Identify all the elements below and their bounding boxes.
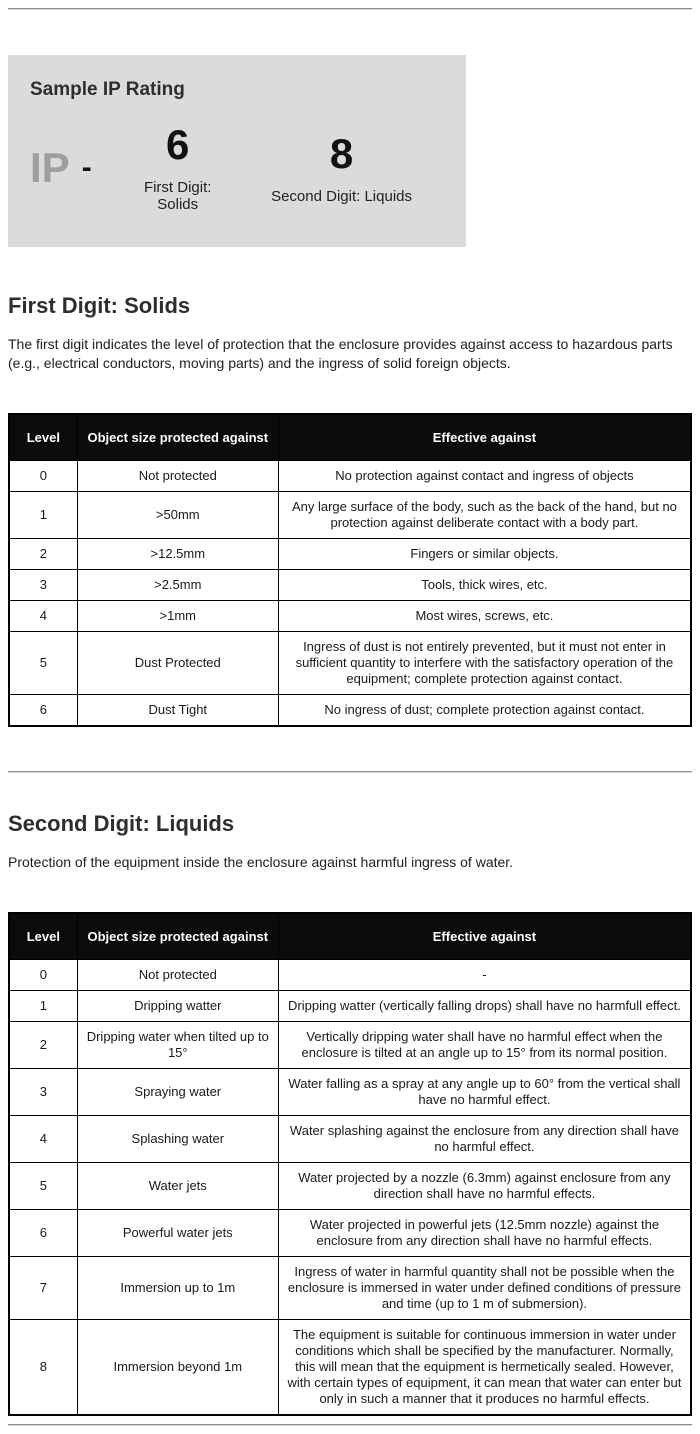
object-size-cell: Dripping water when tilted up to 15° [77,1022,278,1069]
first-digit-label: First Digit: Solids [143,179,212,214]
object-size-cell: Dripping watter [77,991,278,1022]
object-size-cell: Spraying water [77,1069,278,1116]
ip-prefix-text: IP [30,144,70,192]
table-row [9,570,691,601]
level-cell: 4 [9,601,77,632]
header-effective-against: Effective against [278,913,691,960]
header-level: Level [9,414,77,461]
object-size-cell: Powerful water jets [77,1210,278,1257]
object-size-cell: Not protected [77,461,278,492]
liquids-section [8,811,692,1416]
table-row [9,1257,691,1320]
header-effective-against: Effective against [278,414,691,461]
table-row [9,1069,691,1116]
object-size-cell: Immersion beyond 1m [77,1320,278,1416]
level-cell: 2 [9,1022,77,1069]
header-object-size: Object size protected against [77,913,278,960]
top-divider [8,8,692,10]
solids-table-body [9,461,691,727]
effective-against-cell: Water splashing against the enclosure from any direction shall have no harmful effect. [278,1116,691,1163]
table-row [9,1210,691,1257]
liquids-table-body [9,960,691,1416]
table-row [9,1163,691,1210]
level-cell: 3 [9,1069,77,1116]
level-cell: 3 [9,570,77,601]
second-digit-column [233,129,450,205]
sample-ip-rating-box [8,55,466,247]
effective-against-cell: Dripping watter (vertically falling drops) shall have no harmfull effect. [278,991,691,1022]
effective-against-cell: Ingress of dust is not entirely prevented, but it must not enter in sufficient quantity to interfere with the satisfactory operation of the equipment; complete protection against contact. [278,632,691,695]
first-digit-value: 6 [166,121,190,168]
table-row [9,1022,691,1069]
solids-description: The first digit indicates the level of protection that the enclosure provides against access to hazardous parts (e.g., electrical conductors, moving parts) and the ingress of solid foreign objects. [8,336,673,371]
object-size-cell: Dust Tight [77,695,278,727]
table-row [9,492,691,539]
table-row [9,1320,691,1416]
solids-heading: First Digit: Solids [8,293,191,318]
header-object-size: Object size protected against [77,414,278,461]
object-size-cell: >1mm [77,601,278,632]
table-row [9,461,691,492]
effective-against-cell: Tools, thick wires, etc. [278,570,691,601]
object-size-cell: >12.5mm [77,539,278,570]
liquids-table-header [9,913,691,960]
level-cell: 0 [9,461,77,492]
solids-table-header [9,414,691,461]
effective-against-cell: Water projected by a nozzle (6.3mm) against enclosure from any direction shall have no harmful effects. [278,1163,691,1210]
table-header-row [9,414,691,461]
liquids-heading: Second Digit: Liquids [8,811,235,836]
sample-box-title: Sample IP Rating [30,79,185,100]
table-row [9,991,691,1022]
object-size-cell: Not protected [77,960,278,991]
table-row [9,601,691,632]
ip-rating-row [24,123,450,213]
object-size-cell: Splashing water [77,1116,278,1163]
effective-against-cell: Water projected in powerful jets (12.5mm nozzle) against the enclosure from any direction shall have no harmful effects. [278,1210,691,1257]
effective-against-cell: Most wires, screws, etc. [278,601,691,632]
header-level: Level [9,913,77,960]
level-cell: 2 [9,539,77,570]
table-row [9,960,691,991]
effective-against-cell: Vertically dripping water shall have no harmful effect when the enclosure is tilted at an angle up to 15° from its normal position. [278,1022,691,1069]
effective-against-cell: The equipment is suitable for continuous immersion in water under conditions which shall be specified by the manufacturer. Normally, this will mean that the equipment is hermetically sealed. However, with certain types of equipment, it can mean that water can enter but only in such a manner that it produces no harmful effects. [278,1320,691,1416]
effective-against-cell: Any large surface of the body, such as the back of the hand, but no protection against deliberate contact with a body part. [278,492,691,539]
table-row [9,1116,691,1163]
effective-against-cell: Ingress of water in harmful quantity shall not be possible when the enclosure is immersed in water under defined conditions of pressure and time (up to 1 m of submersion). [278,1257,691,1320]
effective-against-cell: No ingress of dust; complete protection against contact. [278,695,691,727]
first-digit-column [122,123,233,213]
effective-against-cell: No protection against contact and ingress of objects [278,461,691,492]
level-cell: 4 [9,1116,77,1163]
object-size-cell: >50mm [77,492,278,539]
level-cell: 7 [9,1257,77,1320]
effective-against-cell: - [278,960,691,991]
level-cell: 1 [9,492,77,539]
table-row [9,632,691,695]
solids-table [8,413,692,727]
level-cell: 8 [9,1320,77,1416]
solids-section [8,293,692,727]
level-cell: 6 [9,1210,77,1257]
table-header-row [9,913,691,960]
second-digit-label: Second Digit: Liquids [271,187,412,205]
ip-dash: - [81,151,92,185]
table-row [9,695,691,727]
level-cell: 0 [9,960,77,991]
level-cell: 1 [9,991,77,1022]
object-size-cell: Water jets [77,1163,278,1210]
liquids-description: Protection of the equipment inside the enclosure against harmful ingress of water. [8,854,514,870]
effective-against-cell: Water falling as a spray at any angle up to 60° from the vertical shall have no harmful effect. [278,1069,691,1116]
level-cell: 6 [9,695,77,727]
table-row [9,539,691,570]
effective-against-cell: Fingers or similar objects. [278,539,691,570]
liquids-table [8,912,692,1416]
level-cell: 5 [9,632,77,695]
second-digit-value: 8 [329,129,354,177]
level-cell: 5 [9,1163,77,1210]
section-divider [8,771,692,773]
object-size-cell: >2.5mm [77,570,278,601]
object-size-cell: Immersion up to 1m [77,1257,278,1320]
ip-prefix [24,144,122,192]
object-size-cell: Dust Protected [77,632,278,695]
